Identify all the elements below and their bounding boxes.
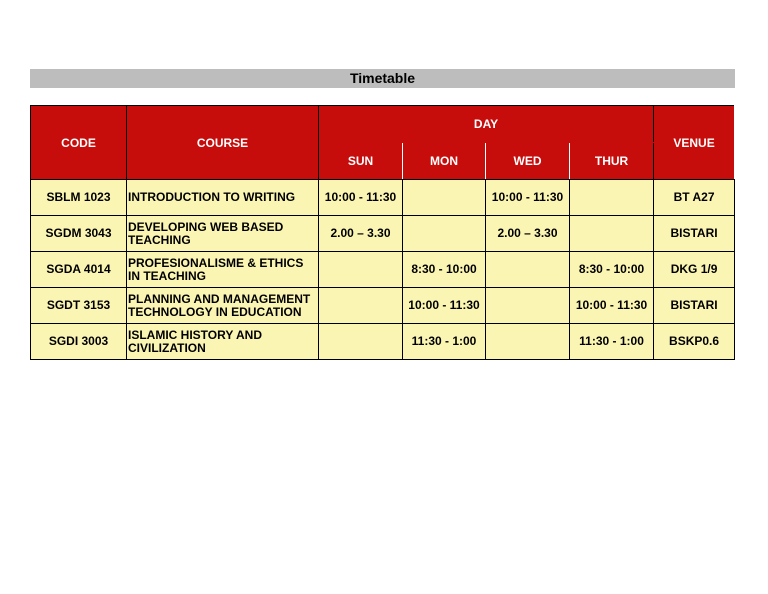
cell-course: INTRODUCTION TO WRITING — [127, 180, 319, 216]
column-header-thur: THUR — [570, 143, 654, 180]
header-row-top — [31, 106, 735, 143]
column-header-sun: SUN — [319, 143, 403, 180]
cell-course: DEVELOPING WEB BASED TEACHING — [127, 216, 319, 252]
table-row — [31, 216, 735, 252]
timetable — [30, 105, 735, 360]
column-header-day: DAY — [319, 106, 654, 143]
cell-code: SGDM 3043 — [31, 216, 127, 252]
cell-code: SGDA 4014 — [31, 252, 127, 288]
cell-wed: 2.00 – 3.30 — [486, 216, 570, 252]
cell-wed: 10:00 - 11:30 — [486, 180, 570, 216]
cell-thur: 8:30 - 10:00 — [570, 252, 654, 288]
cell-mon: 10:00 - 11:30 — [403, 288, 486, 324]
cell-mon: 8:30 - 10:00 — [403, 252, 486, 288]
cell-sun: 2.00 – 3.30 — [319, 216, 403, 252]
column-header-code: CODE — [31, 106, 127, 180]
cell-course: PROFESIONALISME & ETHICS IN TEACHING — [127, 252, 319, 288]
cell-wed — [486, 252, 570, 288]
cell-thur: 11:30 - 1:00 — [570, 324, 654, 360]
table-row — [31, 252, 735, 288]
cell-venue: DKG 1/9 — [654, 252, 735, 288]
cell-sun: 10:00 - 11:30 — [319, 180, 403, 216]
table-row — [31, 324, 735, 360]
column-header-venue: VENUE — [654, 106, 735, 180]
cell-venue: BISTARI — [654, 288, 735, 324]
column-header-course: COURSE — [127, 106, 319, 180]
cell-mon: 11:30 - 1:00 — [403, 324, 486, 360]
cell-code: SGDI 3003 — [31, 324, 127, 360]
cell-sun — [319, 252, 403, 288]
cell-mon — [403, 216, 486, 252]
table-row — [31, 180, 735, 216]
cell-course: ISLAMIC HISTORY AND CIVILIZATION — [127, 324, 319, 360]
cell-thur: 10:00 - 11:30 — [570, 288, 654, 324]
cell-course: PLANNING AND MANAGEMENT TECHNOLOGY IN EDUCATION — [127, 288, 319, 324]
page-title: Timetable — [30, 69, 735, 88]
cell-venue: BT A27 — [654, 180, 735, 216]
column-header-wed: WED — [486, 143, 570, 180]
table-body — [31, 180, 735, 360]
cell-sun — [319, 324, 403, 360]
table-header — [31, 106, 735, 180]
table-row — [31, 288, 735, 324]
cell-code: SGDT 3153 — [31, 288, 127, 324]
cell-venue: BSKP0.6 — [654, 324, 735, 360]
column-header-mon: MON — [403, 143, 486, 180]
cell-code: SBLM 1023 — [31, 180, 127, 216]
cell-wed — [486, 324, 570, 360]
cell-sun — [319, 288, 403, 324]
cell-mon — [403, 180, 486, 216]
cell-wed — [486, 288, 570, 324]
cell-venue: BISTARI — [654, 216, 735, 252]
cell-thur — [570, 216, 654, 252]
cell-thur — [570, 180, 654, 216]
